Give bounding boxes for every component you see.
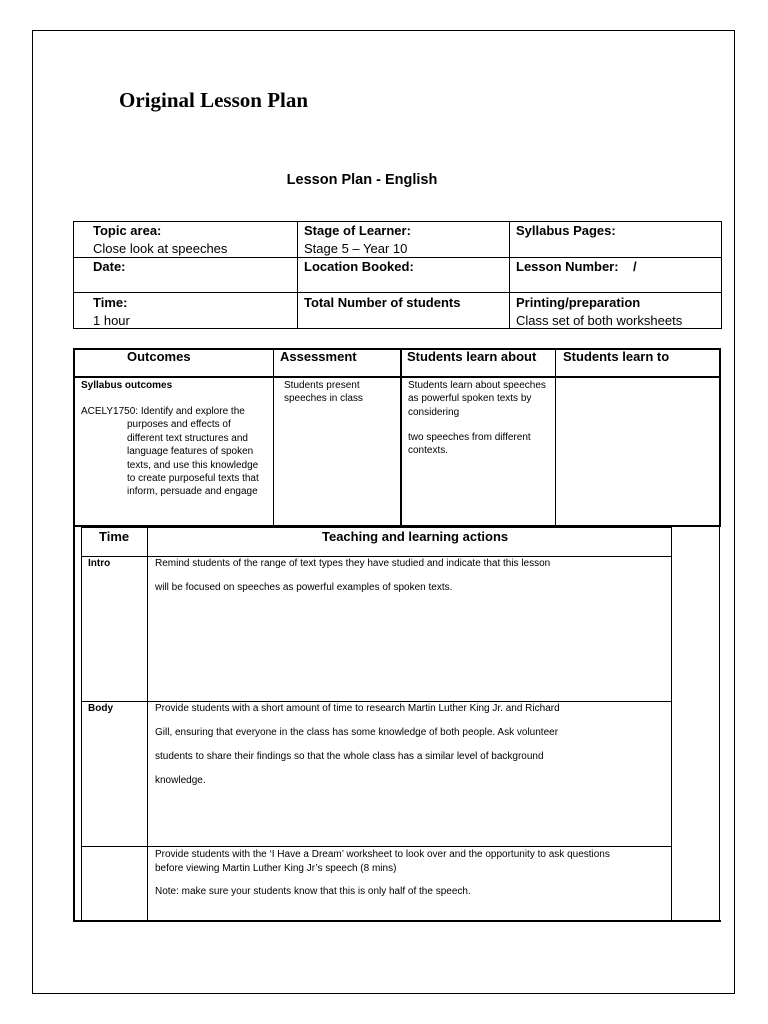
- row-time-intro: Intro: [88, 558, 111, 569]
- stage-of-learner-label: Stage of Learner:: [304, 223, 411, 238]
- lesson-number-value: /: [633, 259, 637, 274]
- worksheet-action-line: before viewing Martin Luther King Jr’s speech (8 mins): [155, 863, 397, 874]
- stage-of-learner-value: Stage 5 – Year 10: [304, 241, 408, 256]
- body-action-line: students to share their findings so that the whole class has a similar level of background: [155, 751, 544, 762]
- lesson-plan-subtitle: Lesson Plan - English: [286, 172, 438, 188]
- learn-about-text-1: Students learn about speeches as powerful spoken texts by considering: [408, 380, 546, 418]
- worksheet-action-line: Note: make sure your students know that this is only half of the speech.: [155, 886, 471, 897]
- outcome-text: : Identify and explore the purposes and effects of different text structures and language features of spoken texts, and use this knowledge to create purposeful texts that inform, persuade and engage: [127, 406, 259, 498]
- intro-action-line: will be focused on speeches as powerful examples of spoken texts.: [155, 582, 453, 593]
- topic-area-label: Topic area:: [93, 223, 162, 238]
- worksheet-action-line: Provide students with the ‘I Have a Dream’ worksheet to look over and the opportunity to ask questions: [155, 849, 610, 860]
- document-title: Original Lesson Plan: [119, 88, 309, 112]
- body-action-line: knowledge.: [155, 775, 206, 786]
- students-learn-about-header: Students learn about: [407, 349, 537, 364]
- assessment-text: Students present speeches in class: [284, 380, 363, 405]
- body-action-line: Provide students with a short amount of time to research Martin Luther King Jr. and Richard: [155, 703, 560, 714]
- outcomes-header: Outcomes: [127, 349, 191, 364]
- row-time-body: Body: [88, 703, 113, 714]
- total-students-label: Total Number of students: [304, 295, 461, 310]
- intro-action-line: Remind students of the range of text types they have studied and indicate that this lesson: [155, 558, 551, 569]
- topic-area-value: Close look at speeches: [93, 241, 228, 256]
- time-label: Time:: [93, 295, 128, 310]
- actions-column-header: Teaching and learning actions: [322, 529, 509, 544]
- printing-preparation-value: Class set of both worksheets: [516, 313, 683, 328]
- location-booked-label: Location Booked:: [304, 259, 414, 274]
- syllabus-pages-label: Syllabus Pages:: [516, 223, 616, 238]
- outcome-code: ACELY1750: [81, 406, 136, 417]
- syllabus-outcomes-label: Syllabus outcomes: [81, 380, 173, 391]
- assessment-header: Assessment: [280, 349, 357, 364]
- lesson-number-label: Lesson Number:: [516, 259, 619, 274]
- date-label: Date:: [93, 259, 126, 274]
- learn-about-text-2: two speeches from different contexts.: [408, 432, 531, 457]
- students-learn-to-header: Students learn to: [563, 349, 670, 364]
- outcome-description: [81, 405, 269, 499]
- time-value: 1 hour: [93, 313, 130, 328]
- time-column-header: Time: [99, 529, 130, 544]
- printing-preparation-label: Printing/preparation: [516, 295, 641, 310]
- body-action-line: Gill, ensuring that everyone in the class has some knowledge of both people. Ask volunteer: [155, 727, 559, 738]
